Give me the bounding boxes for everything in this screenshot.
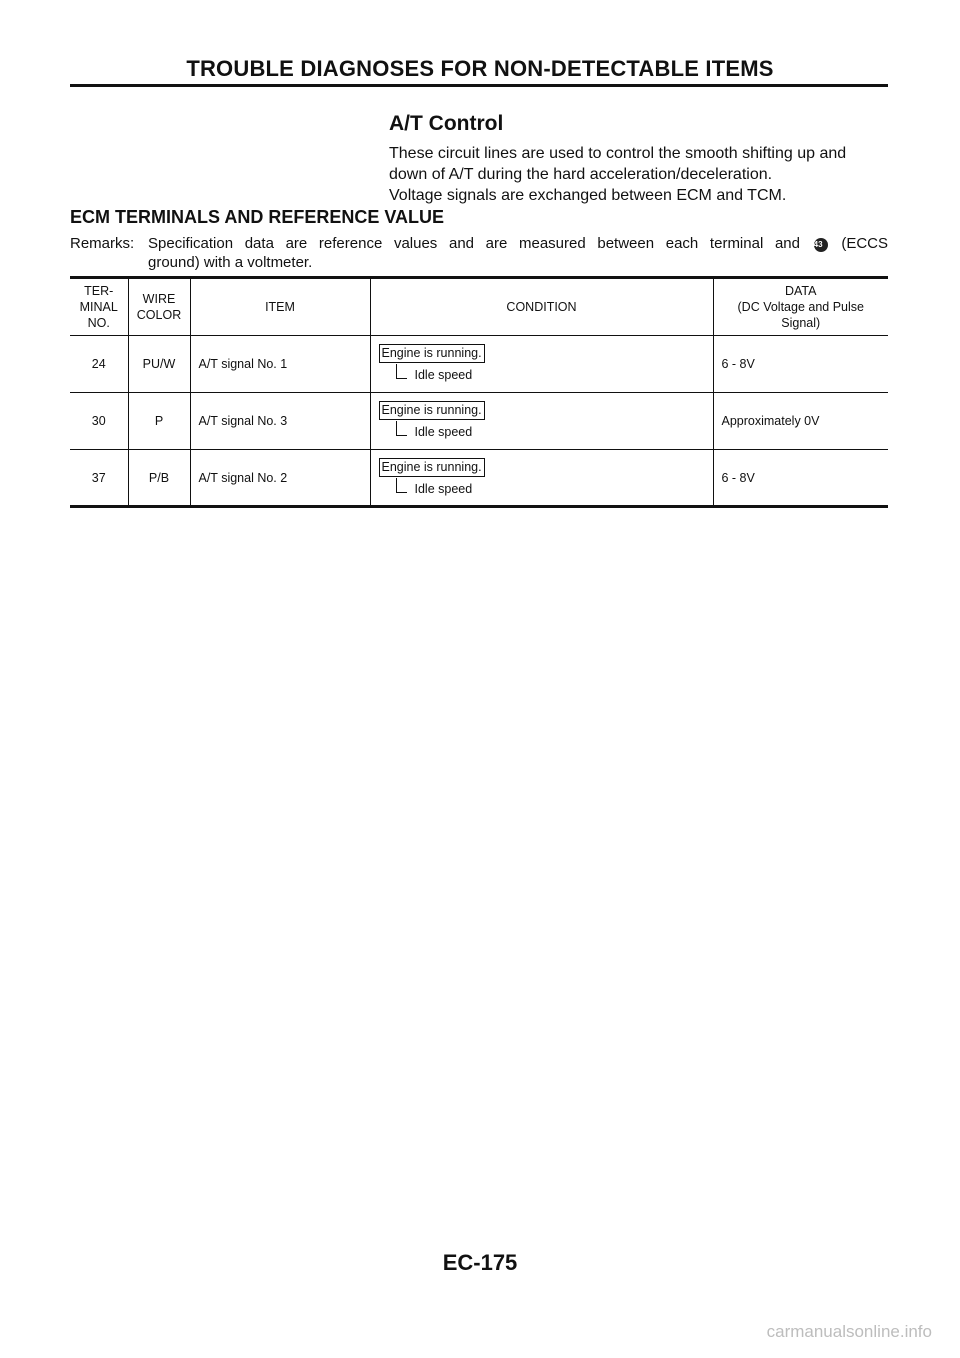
header-condition: CONDITION <box>370 278 713 336</box>
cell-wire-color: P/B <box>128 450 190 507</box>
condition-main: Engine is running. <box>379 401 485 420</box>
cell-wire-color: P <box>128 393 190 450</box>
cell-item: A/T signal No. 1 <box>190 336 370 393</box>
table-row <box>70 450 888 507</box>
condition-sub: Idle speed <box>393 424 705 441</box>
page-header-title: TROUBLE DIAGNOSES FOR NON-DETECTABLE ITEMS <box>186 56 774 81</box>
table-row <box>70 393 888 450</box>
remarks-body <box>148 234 888 272</box>
table-header-row <box>70 278 888 336</box>
header-wire-color: WIRE COLOR <box>128 278 190 336</box>
section-title: A/T Control <box>389 112 504 135</box>
cell-wire-color: PU/W <box>128 336 190 393</box>
header-terminal: TER- MINAL NO. <box>70 278 128 336</box>
cell-condition <box>370 393 713 450</box>
remarks-text-line2: ground) with a voltmeter. <box>148 254 313 271</box>
cell-terminal: 24 <box>70 336 128 393</box>
cell-terminal: 30 <box>70 393 128 450</box>
cell-condition <box>370 450 713 507</box>
cell-item: A/T signal No. 2 <box>190 450 370 507</box>
remarks-label: Remarks: <box>70 235 135 252</box>
cell-data: Approximately 0V <box>713 393 888 450</box>
cell-item: A/T signal No. 3 <box>190 393 370 450</box>
intro-line: These circuit lines are used to control the smooth shifting up and <box>389 145 847 162</box>
cell-data: 6 - 8V <box>713 336 888 393</box>
cell-terminal: 37 <box>70 450 128 507</box>
header-data: DATA (DC Voltage and Pulse Signal) <box>713 278 888 336</box>
remarks-text-end: (ECCS <box>841 235 888 252</box>
intro-line: Voltage signals are exchanged between ECM and TCM. <box>389 187 787 204</box>
watermark: carmanualsonline.info <box>766 1322 932 1341</box>
table-row <box>70 336 888 393</box>
header-rule <box>70 84 888 87</box>
cell-data: 6 - 8V <box>713 450 888 507</box>
header-item: ITEM <box>190 278 370 336</box>
ecm-terminals-title: ECM TERMINALS AND REFERENCE VALUE <box>70 207 445 227</box>
intro-line: down of A/T during the hard acceleration/deceleration. <box>389 166 773 183</box>
condition-sub: Idle speed <box>393 367 705 384</box>
condition-main: Engine is running. <box>379 344 485 363</box>
ground-terminal-icon: 43 <box>814 238 828 252</box>
page-code: EC-175 <box>442 1250 518 1275</box>
section-intro <box>389 143 889 206</box>
ecm-terminal-table <box>70 276 888 508</box>
remarks <box>70 234 888 272</box>
condition-main: Engine is running. <box>379 458 485 477</box>
condition-sub: Idle speed <box>393 481 705 498</box>
cell-condition <box>370 336 713 393</box>
remarks-text: Specification data are reference values and are measured between each terminal and <box>148 235 800 252</box>
